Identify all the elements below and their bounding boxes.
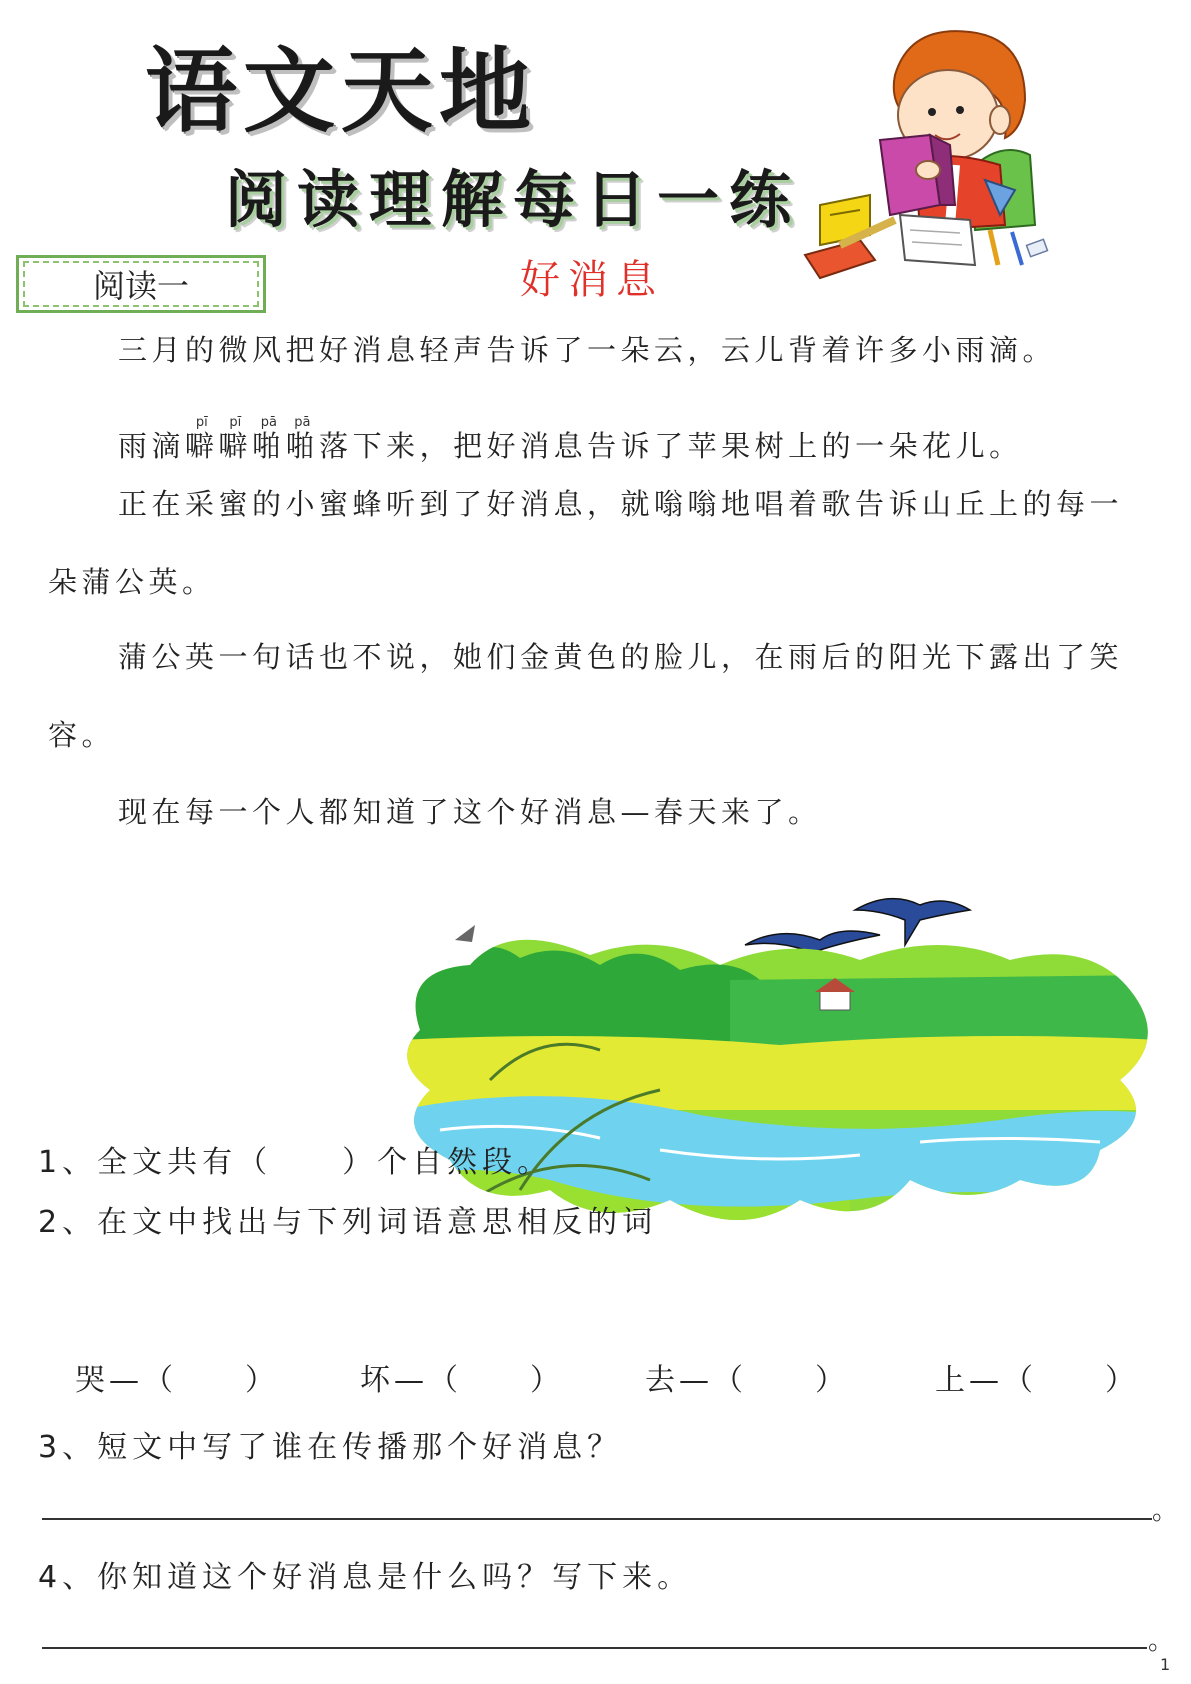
paragraph-1: 三月的微风把好消息轻声告诉了一朵云，云儿背着许多小雨滴。 (118, 333, 1057, 367)
question-4-text: 你知道这个好消息是什么吗？写下来。 (97, 1560, 693, 1595)
question-2-number: 2、 (38, 1205, 98, 1240)
ruby-char-3: 啪pā (252, 415, 286, 463)
paragraph-2 (118, 416, 1023, 463)
paragraph-2-start: 雨滴 (118, 429, 186, 463)
page-number: 1 (1160, 1655, 1171, 1674)
paragraph-4-line-1: 蒲公英一句话也不说，她们金黄色的脸儿，在雨后的阳光下露出了笑 (118, 640, 1124, 674)
paragraph-4-line-2: 容。 (48, 718, 116, 752)
paragraph-5: 现在每一个人都知道了这个好消息—春天来了。 (118, 795, 822, 829)
antonym-pair-2[interactable]: 坏—（ ） (360, 1363, 564, 1398)
header-title: 语文天地 (145, 38, 538, 145)
ruby-char-4: 啪pā (285, 415, 320, 463)
ruby-char-2: 噼pī (218, 415, 253, 463)
question-1 (38, 1137, 552, 1181)
answer-line-3-period: 。 (1152, 1496, 1179, 1526)
antonym-pair-1[interactable]: 哭—（ ） (75, 1363, 279, 1398)
question-4-number: 4、 (38, 1560, 98, 1595)
answer-line-4-period: 。 (1148, 1626, 1175, 1656)
answer-line-3[interactable] (42, 1518, 1152, 1520)
answer-line-4[interactable] (42, 1647, 1147, 1649)
paragraph-3-line-1: 正在采蜜的小蜜蜂听到了好消息，就嗡嗡地唱着歌告诉山丘上的每一 (118, 487, 1124, 521)
antonym-pair-3[interactable]: 去—（ ） (645, 1363, 849, 1398)
ruby-char-1: 噼pī (185, 415, 219, 463)
section-label: 阅读一 (16, 255, 266, 313)
header-subtitle: 阅读理解每日一练 (225, 163, 802, 236)
question-1-text: 全文共有（ ）个自然段。 (97, 1145, 553, 1180)
paragraph-3-line-2: 朵蒲公英。 (48, 565, 216, 599)
antonym-pair-4[interactable]: 上—（ ） (935, 1363, 1139, 1398)
question-4 (38, 1552, 692, 1596)
paragraph-2-end: 落下来，把好消息告诉了苹果树上的一朵花儿。 (319, 429, 1023, 463)
question-3-text: 短文中写了谁在传播那个好消息？ (97, 1430, 623, 1465)
question-1-number: 1、 (38, 1145, 98, 1180)
question-3 (38, 1422, 622, 1466)
question-3-number: 3、 (38, 1430, 98, 1465)
question-2 (38, 1197, 657, 1241)
story-title: 好消息 (520, 257, 664, 303)
boy-reading-illustration (800, 20, 1130, 290)
question-2-text: 在文中找出与下列词语意思相反的词 (97, 1205, 658, 1240)
